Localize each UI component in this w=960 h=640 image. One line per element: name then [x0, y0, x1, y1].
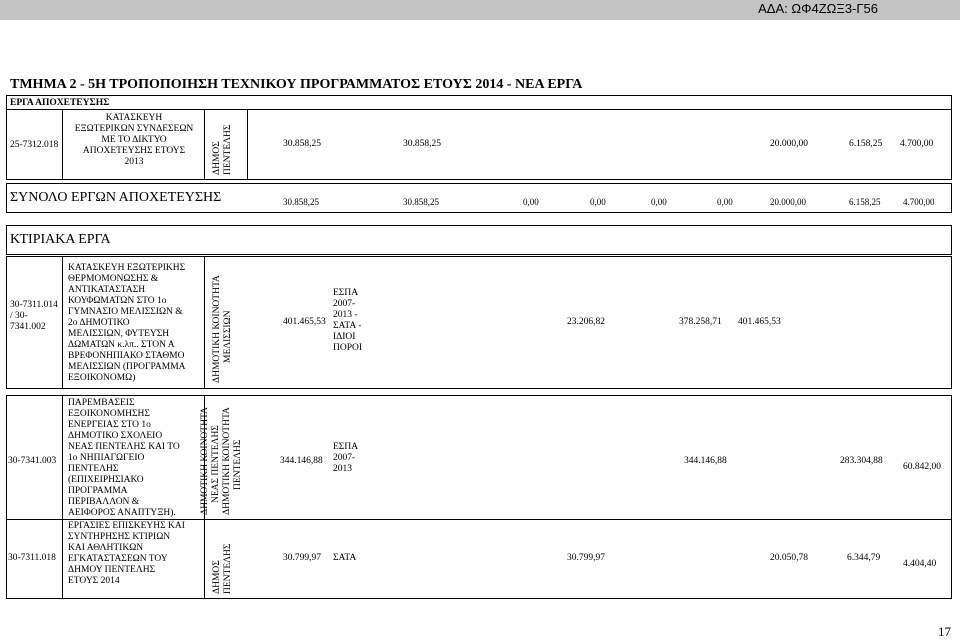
- building-1-funding: ΕΣΠΑ 2007- 2013 - ΣΑΤΑ - ΙΔΙΟΙ ΠΟΡΟΙ: [333, 288, 363, 353]
- sewer-total-value: 0,00: [523, 197, 539, 207]
- sewer-agency: ΔΗΜΟΣ ΠΕΝΤΕΛΗΣ: [212, 124, 233, 175]
- building-3-code: 30-7311.018: [8, 553, 56, 563]
- sewer-total-value: 0,00: [651, 197, 667, 207]
- building-2-agency: ΔΗΜΟΤΙΚΗ ΚΟΙΝΟΤΗΤΑ ΝΕΑΣ ΠΕΝΤΕΛΗΣ ΔΗΜΟΤΙΚΗ ΚΟΙΝΟΤΗΤΑ ΠΕΝΤΕΛΗΣ: [200, 407, 243, 515]
- building-2-v1: 344.146,88: [684, 456, 727, 466]
- building-2-amount: 344.146,88: [280, 456, 323, 466]
- building-3-v2: 20.050,78: [770, 553, 808, 563]
- sewer-v2: 30.858,25: [403, 139, 441, 149]
- sewer-description: ΚΑΤΑΣΚΕΥΗ ΕΞΩΤΕΡΙΚΩΝ ΣΥΝΔΕΣΕΩΝ ΜΕ ΤΟ ΔΙΚΤΥΟ ΑΠΟΧΕΤΕΥΣΗΣ ΕΤΟΥΣ 2013: [74, 113, 194, 167]
- building-1-v2: 378.258,71: [679, 317, 722, 327]
- sewer-total-value: 0,00: [590, 197, 606, 207]
- building-1-amount: 401.465,53: [283, 317, 326, 327]
- ada-code: ΑΔΑ: ΩΦ4ΖΩΞ3-Γ56: [758, 1, 878, 16]
- sewer-total-value: 0,00: [717, 197, 733, 207]
- building-3-v4: 4.404,40: [903, 559, 937, 569]
- sewer-v3: 20.000,00: [770, 139, 808, 149]
- building-3-agency: ΔΗΜΟΣ ΠΕΝΤΕΛΗΣ: [212, 543, 233, 594]
- sewer-code: 25-7312.018: [10, 140, 59, 150]
- sewer-v4: 6.158,25: [849, 139, 883, 149]
- sewer-total-value: 6.158,25: [849, 197, 881, 207]
- building-2-description: ΠΑΡΕΜΒΑΣΕΙΣ ΕΞΟΙΚΟΝΟΜΗΣΗΣ ΕΝΕΡΓΕΙΑΣ ΣΤΟ 1ο ΔΗΜΟΤΙΚΟ ΣΧΟΛΕΙΟ ΝΕΑΣ ΠΕΝΤΕΛΗΣ ΚΑΙ ΤΟ 1ο ΝΗΠΙΑΓΩΓΕΙΟ ΠΕΝΤΕΛΗΣ (ΕΠΙΧΕΙΡΗΣΙΑΚΟ ΠΡΟΓΡΑΜΜΑ ΠΕΡΙΒΑΛΛΟΝ & ΑΕΙΦΟΡΟΣ ΑΝΑΠΤΥΞΗ).: [68, 398, 180, 518]
- sewer-total-value: 4.700,00: [903, 197, 935, 207]
- sewer-total-value: 30.858,25: [403, 197, 439, 207]
- building-1-code: 30-7311.014 / 30- 7341.002: [10, 300, 58, 332]
- building-3-v3: 6.344,79: [847, 553, 881, 563]
- sewer-v5: 4.700,00: [900, 139, 934, 149]
- buildings-heading: ΚΤΙΡΙΑΚΑ ΕΡΓΑ: [10, 232, 111, 247]
- building-1-description: ΚΑΤΑΣΚΕΥΗ ΕΞΩΤΕΡΙΚΗΣ ΘΕΡΜΟΜΟΝΩΣΗΣ & ΑΝΤΙΚΑΤΑΣΤΑΣΗ ΚΟΥΦΩΜΑΤΩΝ ΣΤΟ 1ο ΓΥΜΝΑΣΙΟ ΜΕΛΙΣΣΙΩΝ & 2ο ΔΗΜΟΤΙΚΟ ΜΕΛΙΣΣΙΩΝ, ΦΥΤΕΥΣΗ ΔΩΜΑΤΩΝ κ.λπ.. ΣΤΟΝ Α ΒΡΕΦΟΝΗΠΙΑΚΟ ΣΤΑΘΜΟ ΜΕΛΙΣΣΙΩΝ (ΠΡΟΓΡΑΜΜΑ ΕΞΟΙΚΟΝΟΜΩ): [68, 263, 186, 383]
- building-3-funding: ΣΑΤΑ: [333, 553, 357, 563]
- building-2-funding: ΕΣΠΑ 2007- 2013: [333, 442, 359, 474]
- section-subtitle: ΕΡΓΑ ΑΠΟΧΕΤΕΥΣΗΣ: [10, 98, 110, 108]
- building-1-agency: ΔΗΜΟΤΙΚΗ ΚΟΙΝΟΤΗΤΑ ΜΕΛΙΣΣΙΩΝ: [212, 275, 233, 383]
- sewer-total-value: 30.858,25: [283, 197, 319, 207]
- sewer-v1: 30.858,25: [283, 139, 321, 149]
- buildings-heading-row: [6, 225, 952, 255]
- building-1-v3: 401.465,53: [738, 317, 781, 327]
- building-3-description: ΕΡΓΑΣΙΕΣ ΕΠΙΣΚΕΥΗΣ ΚΑΙ ΣΥΝΤΗΡΗΣΗΣ ΚΤΙΡΙΩΝ ΚΑΙ ΑΘΛΗΤΙΚΩΝ ΕΓΚΑΤΑΣΤΑΣΕΩΝ ΤΟΥ ΔΗΜΟΥ ΠΕΝΤΕΛΗΣ ΕΤΟΥΣ 2014: [68, 521, 185, 586]
- building-3-amount: 30.799,97: [283, 553, 321, 563]
- page-number: 17: [938, 624, 951, 639]
- building-3-v1: 30.799,97: [567, 553, 605, 563]
- building-1-v1: 23.206,82: [567, 317, 605, 327]
- building-2-v3: 60.842,00: [903, 462, 941, 472]
- sewer-total-value: 20.000,00: [770, 197, 806, 207]
- building-2-v2: 283.304,88: [840, 456, 883, 466]
- sewer-total-label: ΣΥΝΟΛΟ ΕΡΓΩΝ ΑΠΟΧΕΤΕΥΣΗΣ: [10, 190, 222, 205]
- page-title: ΤΜΗΜΑ 2 - 5Η ΤΡΟΠΟΠΟΙΗΣΗ ΤΕΧΝΙΚΟΥ ΠΡΟΓΡΑΜΜΑΤΟΣ ΕΤΟΥΣ 2014 - ΝΕΑ ΕΡΓΑ: [10, 77, 583, 92]
- building-2-code: 30-7341.003: [8, 456, 57, 466]
